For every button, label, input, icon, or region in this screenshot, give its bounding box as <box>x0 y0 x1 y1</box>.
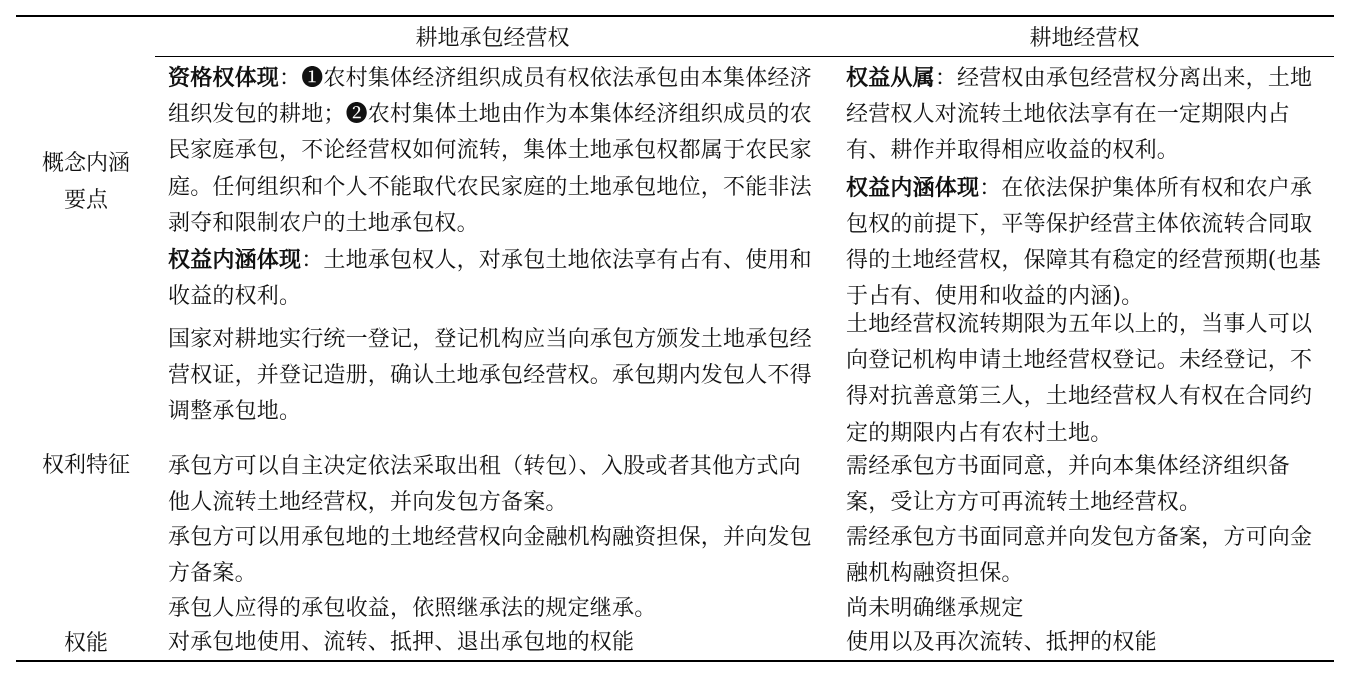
right-power: 使用以及再次流转、抵押的权能 <box>846 630 1157 655</box>
table-top-rule <box>16 15 1334 17</box>
left-concept-block <box>168 60 818 315</box>
right-transfer: 需经承包方书面同意，并向本集体经济组织备案，受让方方可再流转土地经营权。 <box>846 454 1291 516</box>
right-interest-title: 权益内涵体现 <box>846 174 980 201</box>
right-inherit: 尚未明确继承规定 <box>846 596 1024 621</box>
row-label-power: 权能 <box>63 631 108 656</box>
left-power: 对承包地使用、流转、抵押、退出承包地的权能 <box>168 630 635 655</box>
left-interest-title: 权益内涵体现 <box>168 247 302 274</box>
table-bottom-rule <box>16 660 1334 662</box>
left-registration: 国家对耕地实行统一登记，登记机构应当向承包方颁发土地承包经营权证，并登记造册，确认土地承包经营权。承包期内发包人不得调整承包地。 <box>168 327 812 425</box>
row-label-concept: 概念内涵 要点 <box>41 151 130 213</box>
left-qualification-text: ：❶农村集体经济组织成员有权依法承包由本集体经济组织发包的耕地；❷农村集体土地由作为本集体经济组织成员的农民家庭承包，不论经营权如何流转，集体土地承包权都属于农民家庭。任何组织和个人不能取代农民家庭的土地承包地位，不能非法剥夺和限制农户的土地承包权。 <box>168 66 812 236</box>
left-interest-text: ：土地承包权人，对承包土地依法享有占有、使用和收益的权利。 <box>168 248 812 310</box>
right-concept-block <box>846 60 1326 315</box>
column-header-contract-right: 耕地承包经营权 <box>415 26 570 51</box>
right-registration: 土地经营权流转期限为五年以上的，当事人可以向登记机构申请土地经营权登记。未经登记，不得对抗善意第三人，土地经营权人有权在合同约定的期限内占有农村土地。 <box>846 312 1313 446</box>
left-inherit: 承包人应得的承包收益，依照继承法的规定继承。 <box>168 596 657 621</box>
right-finance: 需经承包方书面同意并向发包方备案，方可向金融机构融资担保。 <box>846 525 1313 587</box>
right-subordinate-text: ：经营权由承包经营权分离出来，土地经营权人对流转土地依法享有在一定期限内占有、耕作并取得相应收益的权利。 <box>846 66 1313 164</box>
left-transfer: 承包方可以自主决定依法采取出租（转包）、入股或者其他方式向他人流转土地经营权，并向发包方备案。 <box>168 454 801 516</box>
left-finance: 承包方可以用承包地的土地经营权向金融机构融资担保，并向发包方备案。 <box>168 525 812 587</box>
table-header-rule <box>155 56 1334 57</box>
right-interest-text: ：在依法保护集体所有权和农户承包权的前提下，平等保护经营主体依流转合同取得的土地经营权，保障其有稳定的经营预期(也基于占有、使用和收益的内涵)。 <box>846 175 1321 310</box>
right-subordinate-title: 权益从属 <box>846 65 935 91</box>
column-header-operation-right: 耕地经营权 <box>1029 26 1140 51</box>
left-qualification-title: 资格权体现 <box>168 65 280 91</box>
row-label-feature: 权利特征 <box>41 453 130 478</box>
